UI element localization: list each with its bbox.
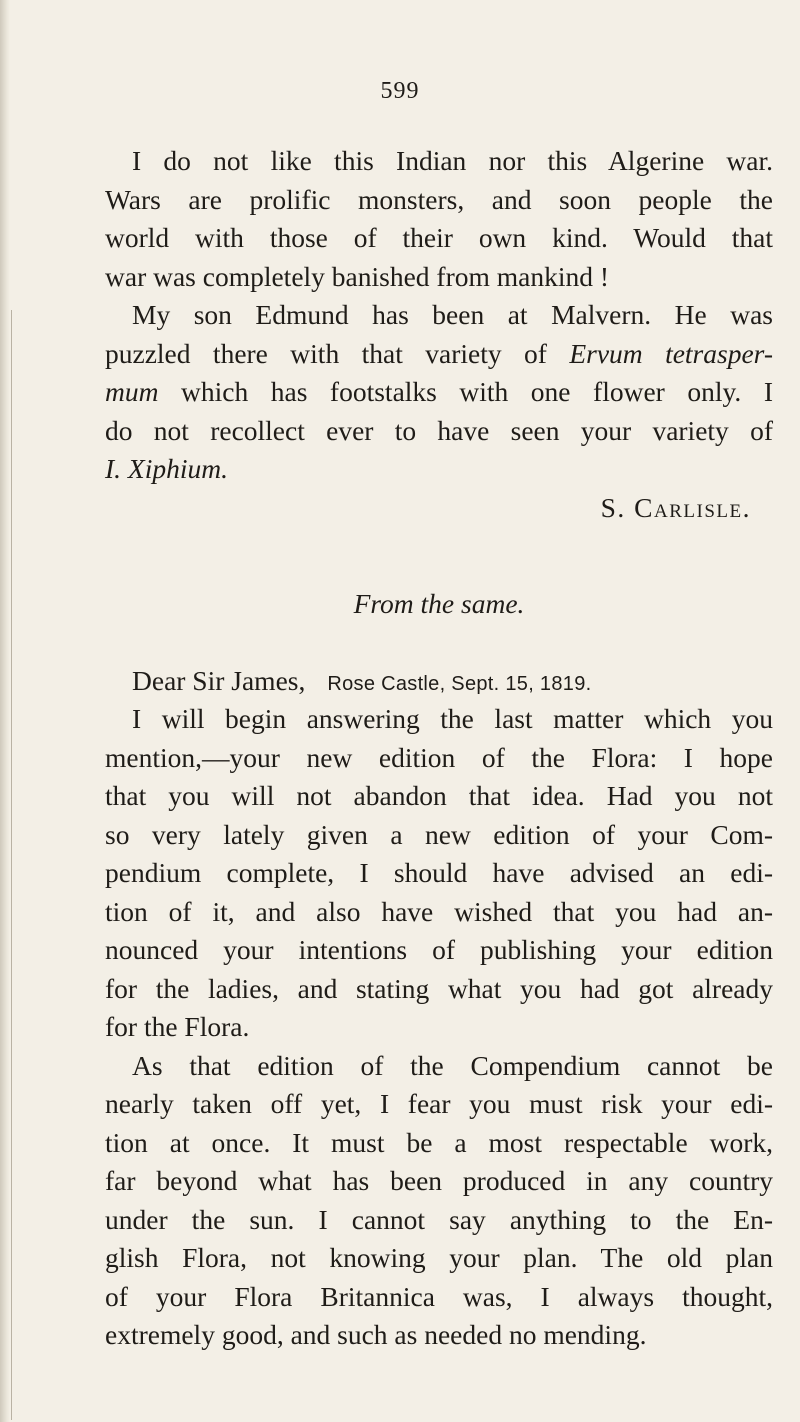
section-heading: From the same. <box>353 588 525 619</box>
text-line: war was completely banished from mankind ! <box>105 260 610 292</box>
text-line: My son Edmund has been at Malvern. He was <box>132 299 773 330</box>
species-name: I. Xiphium. <box>105 453 228 484</box>
text-line: Wars are prolific monsters, and soon people the <box>105 183 773 215</box>
text-line: of your Flora Britannica was, I always thought, <box>105 1280 773 1312</box>
text-line <box>105 373 773 412</box>
signature: S. Carlisle. <box>600 491 751 523</box>
text-line: I will begin answering the last matter which you <box>132 703 773 734</box>
text-line: that you will not abandon that idea. Had you not <box>105 780 773 811</box>
text-line: extremely good, and such as needed no mending. <box>105 1319 647 1350</box>
text-line: so very lately given a new edition of your Com- <box>105 818 773 850</box>
text-run: which has footstalks with one flower only. I <box>158 376 773 407</box>
page-body <box>105 142 773 1355</box>
text-line: for the Flora. <box>105 1011 250 1042</box>
species-name: Ervum tetrasper- <box>569 337 773 369</box>
dateline: Rose Castle, Sept. 15, 1819. <box>327 672 592 695</box>
text-line: glish Flora, not knowing your plan. The old plan <box>105 1242 773 1273</box>
text-line: tion of it, and also have wished that you had an- <box>105 895 773 927</box>
text-line: tion at once. It must be a most respectable work, <box>105 1126 773 1158</box>
page-number: 599 <box>380 78 420 104</box>
text-line: nounced your intentions of publishing your edition <box>105 934 773 965</box>
text-line: I do not like this Indian nor this Algerine war. <box>132 145 773 176</box>
salutation-row <box>105 662 773 701</box>
species-name: mum <box>105 376 159 407</box>
text-line: for the ladies, and stating what you had got already <box>105 972 773 1004</box>
text-line: far beyond what has been produced in any country <box>105 1165 773 1196</box>
text-line: As that edition of the Compendium cannot be <box>132 1049 773 1081</box>
salutation: Dear Sir James, <box>132 664 306 696</box>
text-line: pendium complete, I should have advised an edi- <box>105 857 773 888</box>
text-line <box>105 450 773 489</box>
text-line: nearly taken off yet, I fear you must risk your edi- <box>105 1088 773 1119</box>
book-spine-shadow <box>0 0 10 1422</box>
text-line: do not recollect ever to have seen your variety of <box>105 414 773 446</box>
text-line <box>105 335 773 374</box>
text-run: puzzled there with that variety of <box>105 337 570 369</box>
text-line: under the sun. I cannot say anything to the En- <box>105 1203 773 1235</box>
gutter-line <box>11 310 12 1420</box>
text-line: world with those of their own kind. Would that <box>105 222 773 253</box>
text-line: mention,—your new edition of the Flora: I hope <box>105 741 773 773</box>
